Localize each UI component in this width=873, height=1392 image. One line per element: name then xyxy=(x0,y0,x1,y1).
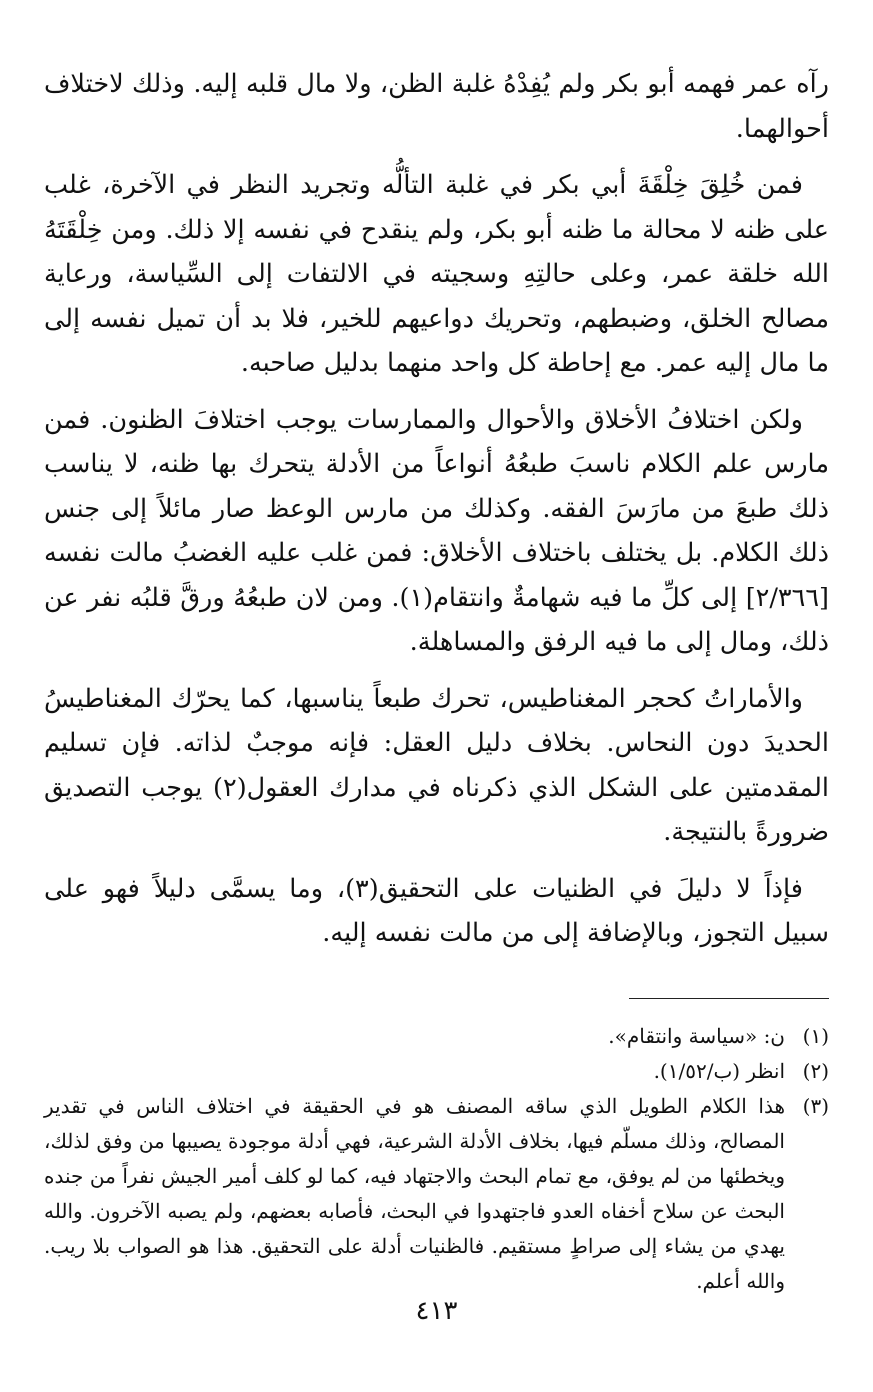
footnote-number: (١) xyxy=(802,1023,829,1048)
footnote-text: هذا الكلام الطويل الذي ساقه المصنف هو في الحقيقة في اختلاف الناس في تقدير المصالح، وذلك مسلّم فيها، بخلاف الأدلة الشرعية، فهي أدلة موجودة يصيبها من وفق لذلك، ويخطئها من لم يوفق، مع تمام البحث والاجتهاد فيه، كما لو كلف أمير الجيش نفراً من جنده البحث عن سلاح أخفاه العدو فاجتهدوا في البحث، فأصابه بعضهم، ولم يصبه الآخرون. والله يهدي من يشاء إلى صراطٍ مستقيم. فالظنيات أدلة على التحقيق. هذا هو الصواب بلا ريب. والله أعلم. xyxy=(44,1093,785,1293)
paragraph: رآه عمر فهمه أبو بكر ولم يُفِدْهُ غلبة الظن، ولا مال قلبه إليه. وذلك لاختلاف أحوالهما. xyxy=(44,69,829,144)
paragraph: والأماراتُ كحجر المغناطيس، تحرك طبعاً يناسبها، كما يحرّك المغناطيسُ الحديدَ دون النحاس. بخلاف دليل العقل: فإنه موجبٌ لذاته. فإن تسليم المقدمتين على الشكل الذي ذكرناه في مدارك العقول(٢) يوجب التصديق ضرورةً بالنتيجة. xyxy=(44,683,829,847)
footnote xyxy=(44,1089,829,1299)
footnote-divider xyxy=(629,998,829,999)
page-number: ٤١٣ xyxy=(415,1296,458,1326)
footnote-number: (٣) xyxy=(802,1093,829,1118)
footnote xyxy=(44,1054,829,1089)
footnote-text: ن: «سياسة وانتقام». xyxy=(608,1023,785,1048)
footnote xyxy=(44,1019,829,1054)
paragraph: فمن خُلِقَ خِلْقَةَ أبي بكر في غلبة التألُّه وتجريد النظر في الآخرة، غلب على ظنه لا محالة ما ظنه أبو بكر، ولم ينقدح في نفسه إلا ذلك. ومن خِلْقَتَهُ الله خلقة عمر، وعلى حالتِهِ وسجيته في الالتفات إلى السِّياسة، ورعاية مصالح الخلق، وضبطهم، وتحريك دواعيهم للخير، فلا بد أن تميل نفسه إلى ما مال إليه عمر. مع إحاطة كل واحد منهما بدليل صاحبه. xyxy=(44,170,829,378)
footnote-number: (٢) xyxy=(802,1058,829,1083)
paragraph: ولكن اختلافُ الأخلاق والأحوال والممارسات يوجب اختلافَ الظنون. فمن مارس علم الكلام ناسبَ طبعُهُ أنواعاً من الأدلة يتحرك بها ظنه، لا يناسب ذلك طبعَ من مارَسَ الفقه. وكذلك من مارس الوعظ صار مائلاً إلى جنس ذلك الكلام. بل يختلف باختلاف الأخلاق: فمن غلب عليه الغضبُ مالت نفسه [٢/٣٦٦] إلى كلِّ ما فيه شهامةٌ وانتقام(١). ومن لان طبعُهُ ورقَّ قلبُه نفر عن ذلك، ومال إلى ما فيه الرفق والمساهلة. xyxy=(44,404,829,657)
paragraph: فإذاً لا دليلَ في الظنيات على التحقيق(٣)، وما يسمَّى دليلاً فهو على سبيل التجوز، وبالإضافة إلى من مالت نفسه إليه. xyxy=(44,873,829,948)
footnote-text: انظر (ب/١/٥٢). xyxy=(653,1058,785,1083)
